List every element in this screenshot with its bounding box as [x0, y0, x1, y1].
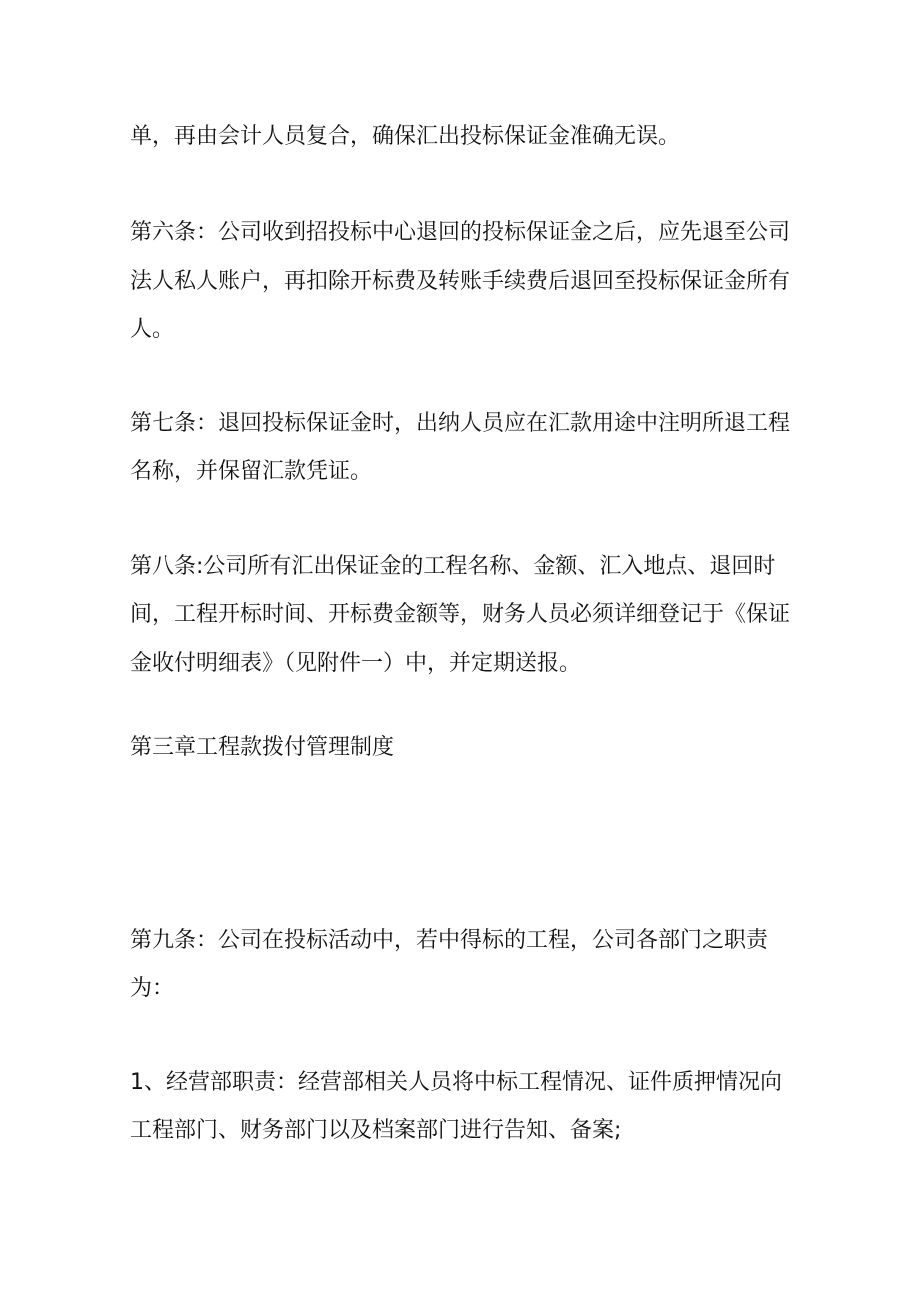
- chapter-heading: 第三章工程款拨付管理制度: [130, 735, 395, 760]
- paragraph-line: 第六条：公司收到招投标中心退回的投标保证金之后，应先退至公司: [130, 220, 791, 245]
- paragraph-line: 为：: [130, 976, 175, 1001]
- paragraph-line: 第八条:公司所有汇出保证金的工程名称、金额、汇入地点、退回时: [130, 554, 776, 579]
- paragraph-line: 法人私人账户，再扣除开标费及转账手续费后退回至投标保证金所有: [130, 269, 791, 294]
- paragraph-line: 名称，并保留汇款凭证。: [130, 459, 373, 484]
- paragraph-line: 1、经营部职责：经营部相关人员将中标工程情况、证件质押情况向: [130, 1070, 782, 1095]
- paragraph-line: 间，工程开标时间、开标费金额等，财务人员必须详细登记于《保证: [130, 602, 791, 627]
- paragraph-line: 金收付明细表》（见附件一）中，并定期送报。: [130, 651, 582, 676]
- paragraph-line: 第九条：公司在投标活动中，若中得标的工程，公司各部门之职责: [130, 928, 769, 953]
- paragraph-line: 人。: [130, 317, 175, 342]
- paragraph-line: 第七条：退回投标保证金时，出纳人员应在汇款用途中注明所退工程: [130, 411, 791, 436]
- paragraph-line: 工程部门、财务部门以及档案部门进行告知、备案;: [130, 1118, 622, 1143]
- paragraph-line: 单，再由会计人员复合，确保汇出投标保证金准确无误。: [130, 124, 681, 149]
